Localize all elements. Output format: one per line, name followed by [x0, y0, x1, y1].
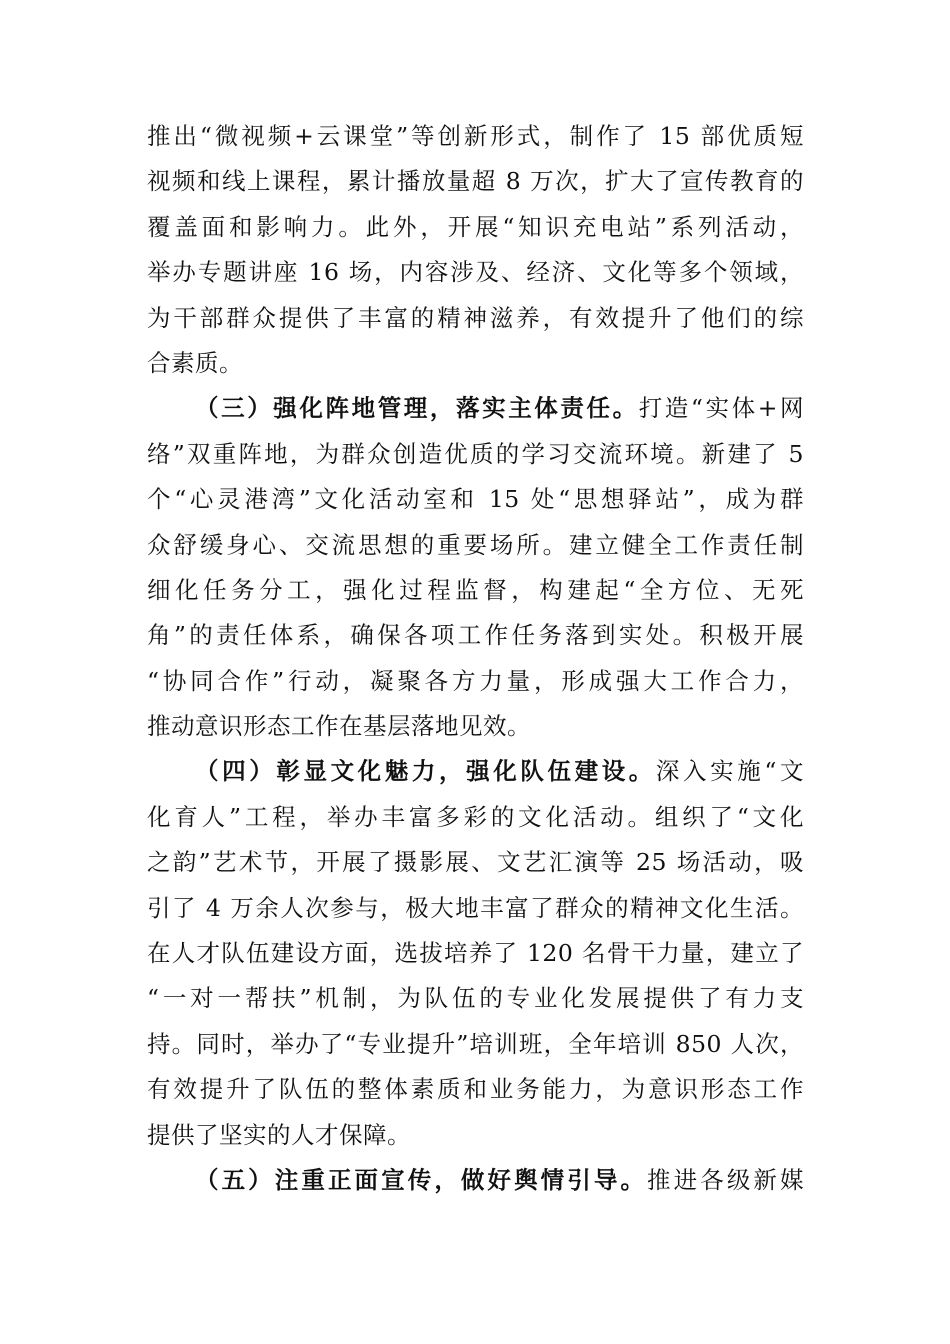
body-text: 个“心灵港湾”文化活动室和 15 处“思想驿站”，成为群 [147, 485, 804, 514]
body-text: “协同合作”行动，凝聚各方力量，形成强大工作合力， [147, 666, 804, 695]
body-text: 众舒缓身心、交流思想的重要场所。建立健全工作责任制 [147, 530, 804, 559]
text-line [147, 432, 804, 477]
paragraph [147, 749, 804, 1158]
text-line [147, 704, 804, 749]
text-line [147, 1158, 804, 1203]
body-text: 提供了坚实的人才保障。 [147, 1120, 411, 1149]
text-line [147, 568, 804, 613]
section-heading: （四）彰显文化魅力，强化队伍建设。 [195, 757, 656, 786]
body-text: 角”的责任体系，确保各项工作任务落到实处。积极开展 [147, 621, 804, 650]
text-line [147, 886, 804, 931]
section-heading: （三）强化阵地管理，落实主体责任。 [195, 394, 639, 423]
body-text: 持。同时，举办了“专业提升”培训班，全年培训 850 人次， [147, 1029, 804, 1058]
text-line [147, 976, 804, 1021]
text-line [147, 523, 804, 568]
body-text: 打造“实体+网 [638, 394, 804, 423]
text-line [147, 749, 804, 794]
text-line [147, 840, 804, 885]
text-line [147, 1113, 804, 1158]
paragraph [147, 386, 804, 749]
text-line [147, 205, 804, 250]
text-line [147, 250, 804, 295]
section-heading: （五）注重正面宣传，做好舆情引导。 [195, 1165, 648, 1194]
text-line [147, 114, 804, 159]
text-line [147, 159, 804, 204]
text-line [147, 1022, 804, 1067]
body-text: 化育人”工程，举办丰富多彩的文化活动。组织了“文化 [147, 802, 804, 831]
body-text: 络”双重阵地，为群众创造优质的学习交流环境。新建了 5 [147, 439, 804, 468]
text-line [147, 477, 804, 522]
body-text: “一对一帮扶”机制，为队伍的专业化发展提供了有力支 [147, 984, 804, 1013]
body-text: 有效提升了队伍的整体素质和业务能力，为意识形态工作 [147, 1075, 804, 1104]
body-text: 之韵”艺术节，开展了摄影展、文艺汇演等 25 场活动，吸 [147, 848, 804, 877]
body-text: 为干部群众提供了丰富的精神滋养，有效提升了他们的综 [147, 303, 804, 332]
body-text: 合素质。 [147, 348, 243, 377]
text-line [147, 341, 804, 386]
body-text: 举办专题讲座 16 场，内容涉及、经济、文化等多个领域， [147, 258, 804, 287]
text-line [147, 795, 804, 840]
body-text: 细化任务分工，强化过程监督，构建起“全方位、无死 [147, 575, 804, 604]
paragraph [147, 114, 804, 386]
body-text: 深入实施“文 [655, 757, 805, 786]
text-line [147, 659, 804, 704]
document-page [147, 114, 804, 1203]
body-text: 在人才队伍建设方面，选拔培养了 120 名骨干力量，建立了 [147, 939, 804, 968]
paragraph [147, 1158, 804, 1203]
body-text: 覆盖面和影响力。此外，开展“知识充电站”系列活动， [147, 212, 804, 241]
body-text: 视频和线上课程，累计播放量超 8 万次，扩大了宣传教育的 [147, 167, 804, 196]
text-line [147, 613, 804, 658]
body-text: 推出“微视频+云课堂”等创新形式，制作了 15 部优质短 [147, 122, 804, 150]
body-text: 推进各级新媒 [647, 1165, 805, 1194]
body-text: 推动意识形态工作在基层落地见效。 [147, 712, 531, 741]
text-line [147, 931, 804, 976]
text-line [147, 1067, 804, 1112]
body-text: 引了 4 万余人次参与，极大地丰富了群众的精神文化生活。 [147, 893, 804, 922]
text-line [147, 296, 804, 341]
text-line [147, 386, 804, 431]
